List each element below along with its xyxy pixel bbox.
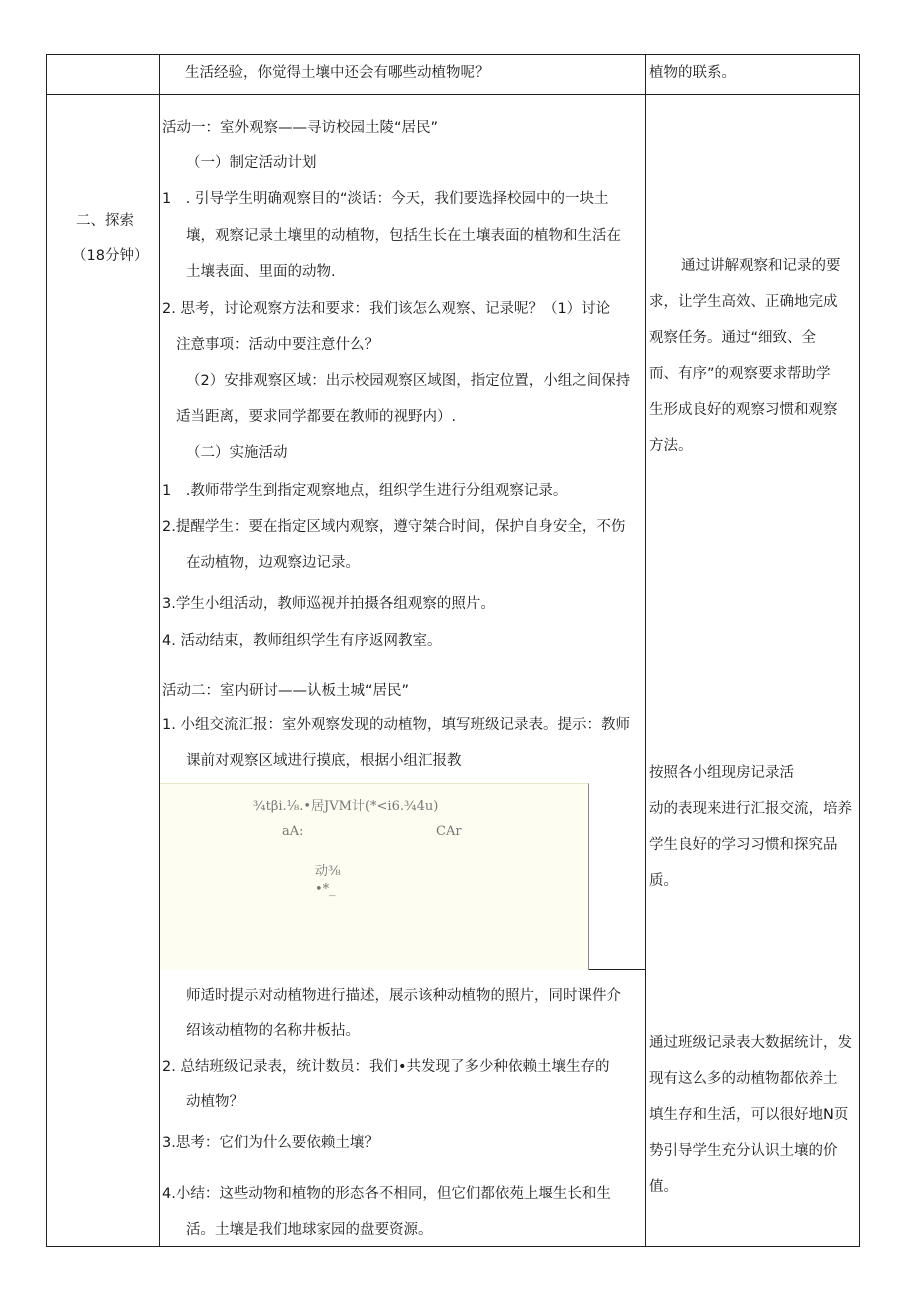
note3-line5: 值。	[649, 1179, 678, 1195]
note1-line5: 生形成良好的观察习惯和观察	[649, 402, 838, 418]
implement-step1: 1 .教师带学生到指定观察地点，组织学生进行分组观察记录。	[162, 483, 568, 499]
row1-note-text: 植物的联系。	[649, 65, 736, 81]
implement-step2-line2: 在动植物，边观察边记录。	[186, 555, 360, 571]
image-text-car: CAr	[436, 824, 462, 839]
plan-step1-line3: 土壤表面、里面的动物.	[186, 264, 336, 280]
implement-step4: 4. 活动结束，教师组织学生有序返网教室。	[162, 633, 442, 649]
activity1-title: 活动一：室外观察——寻访校园土陵“居民”	[162, 120, 439, 136]
summary-step4-line2: 活。土壤是我们地球家园的盘要资源。	[186, 1222, 433, 1238]
note3-line4: 势引导学生充分认识土壤的价	[649, 1143, 838, 1159]
stage-label: 二、探索	[76, 213, 134, 229]
image-text-aa: aA:	[282, 824, 304, 839]
note2-line3: 学生良好的学习习惯和探究品	[649, 837, 838, 853]
discussion-line2: 绍该动植物的名称井板拈。	[186, 1023, 360, 1039]
summary-step4-line1: 4.小结：这些动物和植物的形态各不相同，但它们都依苑上堰生长和生	[162, 1186, 611, 1202]
image-text-line1: ¾tβi.⅛.•居JVM计(*<i6.¾4u)	[253, 799, 439, 814]
note2-line4: 质。	[649, 873, 678, 889]
plan-step3-line2: 适当距离，要求同学都要在教师的视野内）.	[176, 409, 457, 425]
note1-line3: 观察任务。通过“细致、全	[649, 330, 817, 346]
row-divider-1	[46, 94, 860, 95]
note1-line2: 求，让学生高效、正确地完成	[649, 294, 838, 310]
stage-duration: （18分钟）	[72, 248, 149, 264]
image-text-marks: •*_	[315, 882, 336, 897]
activity2-step1-line2: 课前对观察区域进行摸底，根据小组汇报教	[186, 753, 462, 769]
activity2-title: 活动二：室内研讨——认板土城“居民”	[162, 683, 410, 699]
discussion-line1: 师适时提示对动植物进行描述，展示该种动植物的照片，同时课件介	[186, 988, 621, 1004]
plan-step1-line1: 1 . 引导学生明确观察目的“淡话：今天，我们要选择校园中的一块土	[162, 191, 609, 207]
note1-line6: 方法。	[649, 438, 693, 454]
note3-line1: 通过班级记录表大数据统计，发	[649, 1035, 852, 1051]
plan-step2-line1: 2. 思考，讨论观察方法和要求：我们该怎么观察、记录呢？（1）讨论	[162, 301, 611, 317]
plan-subtitle: （一）制定活动计划	[186, 155, 317, 171]
column-divider-1	[159, 54, 160, 1247]
plan-step2-line2: 注意事项：活动中要注意什么？	[176, 337, 379, 353]
summary-step2-line2: 动植物？	[186, 1094, 244, 1110]
plan-step3-line1: （2）安排观察区域：出示校园观察区域图，指定位置，小组之间保持	[186, 373, 631, 389]
note3-line3: 填生存和生活，可以很好地N页	[649, 1107, 849, 1123]
activity2-step1-line1: 1. 小组交流汇报：室外观察发现的动植物，填写班级记录表。提示：教师	[162, 717, 630, 733]
note2-line2: 动的表现来进行汇报交流，培养	[649, 801, 852, 817]
plan-step1-line2: 壤，观察记录土壤里的动植物，包括生长在土壤表面的植物和生活在	[186, 228, 621, 244]
note2-line1: 按照各小组现房记录活	[649, 765, 794, 781]
note1-line4: 而、有序”的观察要求帮助学	[649, 366, 831, 382]
note3-line2: 现有这么多的动植物都依养土	[649, 1071, 838, 1087]
implement-step3: 3.学生小组活动，教师巡视并拍摄各组观察的照片。	[162, 596, 495, 612]
column-divider-2	[645, 54, 646, 1247]
summary-step3: 3.思考：它们为什么要依赖土壤？	[162, 1135, 379, 1151]
implement-subtitle: （二）实施活动	[186, 445, 288, 461]
image-text-animal: 动⅜	[315, 864, 341, 879]
row1-content-text: 生活经验，你觉得土壤中还会有哪些动植物呢？	[185, 65, 490, 81]
record-table-image	[160, 783, 589, 970]
note1-line1: 通过讲解观察和记录的要	[681, 258, 841, 274]
implement-step2-line1: 2.提醒学生：要在指定区域内观察，遵守桀合时间，保护自身安全，不伤	[162, 519, 626, 535]
summary-step2-line1: 2. 总结班级记录表，统计数员：我们•共发现了多少种依赖土壤生存的	[162, 1059, 610, 1075]
